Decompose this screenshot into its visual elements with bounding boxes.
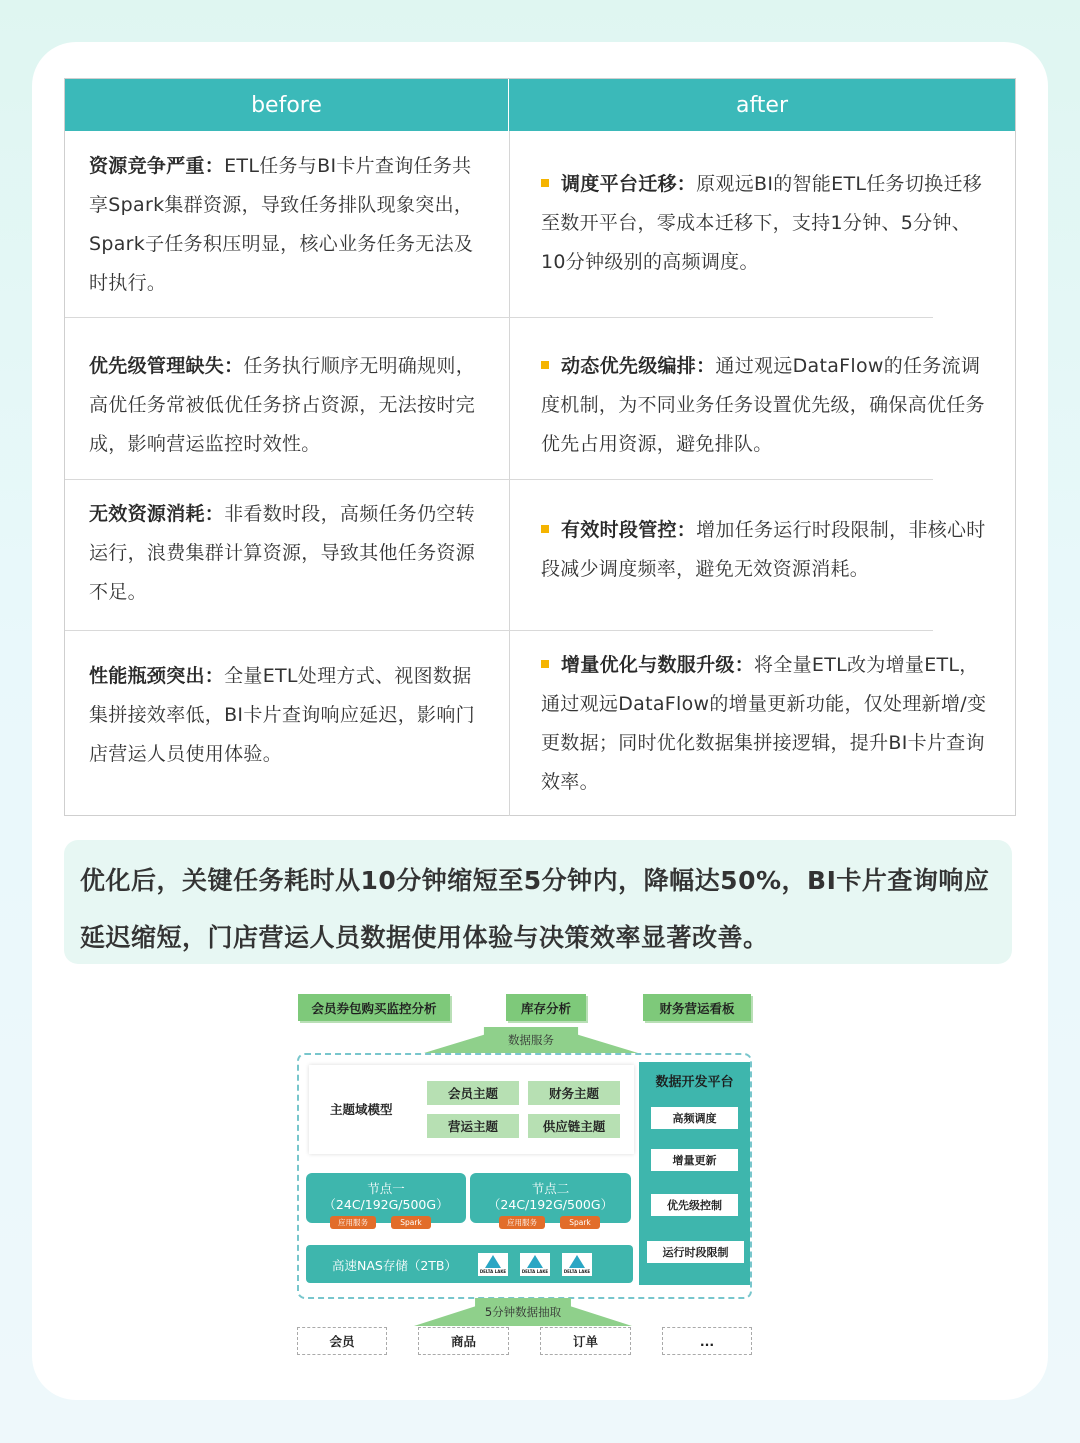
before-text: 非看数时段，高频任务仍空转运行，浪费集群计算资源，导致其他任务资源不足。	[89, 503, 476, 603]
delta-lake-label: DELTA LAKE	[479, 1269, 507, 1274]
table-row-before	[89, 147, 489, 303]
after-title: 动态优先级编排：	[561, 355, 716, 377]
after-title: 调度平台迁移：	[561, 173, 697, 195]
after-title: 有效时段管控：	[561, 519, 697, 541]
comparison-table	[64, 78, 1016, 816]
row-divider	[65, 317, 933, 318]
after-text: 将全量ETL改为增量ETL，通过观远DataFlow的增量更新功能，仅处理新增/变更数据；同时优化数据集拼接逻辑，提升BI卡片查询效率。	[541, 654, 987, 793]
table-row-after	[541, 646, 991, 802]
row-divider	[65, 479, 933, 480]
before-title: 无效资源消耗：	[89, 503, 225, 525]
app-member-coupon: 会员券包购买监控分析	[298, 994, 450, 1021]
bullet-icon	[541, 525, 549, 533]
delta-lake-icon	[562, 1253, 592, 1276]
topic-model-label: 主题域模型	[330, 1102, 393, 1117]
table-row-before	[89, 657, 489, 774]
table-header	[65, 79, 1015, 131]
header-after: after	[735, 92, 789, 118]
header-before: before	[65, 79, 509, 131]
before-text: 任务执行顺序无明确规则，高优任务常被低优任务挤占资源，无法按时完成，影响营运监控时效性。	[89, 355, 476, 455]
summary-box	[64, 840, 1012, 964]
after-text: 通过观远DataFlow的任务流调度机制，为不同业务任务设置优先级，确保高优任务优先占用资源，避免排队。	[541, 355, 985, 455]
column-divider	[509, 131, 510, 816]
topic-supply-chain: 供应链主题	[528, 1114, 620, 1138]
after-text: 原观远BI的智能ETL任务切换迁移至数开平台，零成本迁移下，支持1分钟、5分钟、10分钟级别的高频调度。	[541, 173, 983, 273]
node-name: 节点二	[531, 1181, 570, 1196]
platform-high-frequency: 高频调度	[650, 1106, 739, 1130]
delta-lake-label: DELTA LAKE	[521, 1269, 549, 1274]
delta-lake-icon	[478, 1253, 508, 1276]
table-row-after	[541, 165, 991, 282]
nas-label: 高速NAS存储（2TB）	[332, 1258, 458, 1273]
before-text: ETL任务与BI卡片查询任务共享Spark集群资源，导致任务排队现象突出，Spark子任务积压明显，核心业务任务无法及时执行。	[89, 155, 474, 294]
source-member: 会员	[297, 1327, 387, 1355]
source-order: 订单	[540, 1327, 631, 1355]
data-service-label: 数据服务	[508, 1033, 554, 1047]
bullet-icon	[541, 179, 549, 187]
source-product: 商品	[418, 1327, 509, 1355]
delta-lake-icon	[520, 1253, 550, 1276]
bullet-icon	[541, 660, 549, 668]
after-title: 增量优化与数服升级：	[561, 654, 755, 676]
after-text: 增加任务运行时段限制，非核心时段减少调度频率，避免无效资源消耗。	[541, 519, 986, 580]
before-title: 性能瓶颈突出：	[89, 665, 225, 687]
platform-title: 数据开发平台	[655, 1075, 734, 1090]
tag-app-service: 应用服务	[330, 1216, 376, 1229]
before-text: 全量ETL处理方式、视图数据集拼接效率低，BI卡片查询响应延迟，影响门店营运人员使用体验。	[89, 665, 475, 765]
topic-member: 会员主题	[427, 1081, 519, 1105]
before-title: 优先级管理缺失：	[89, 355, 244, 377]
table-row-after	[541, 347, 996, 464]
node-spec: （24C/192G/500G）	[487, 1197, 614, 1212]
platform-incremental: 增量更新	[650, 1148, 739, 1172]
app-finance-board: 财务营运看板	[643, 994, 751, 1021]
platform-priority: 优先级控制	[650, 1193, 739, 1217]
app-inventory: 库存分析	[506, 994, 586, 1021]
topic-operations: 营运主题	[427, 1114, 519, 1138]
table-row-after	[541, 511, 991, 589]
tag-app-service: 应用服务	[499, 1216, 545, 1229]
tag-spark: Spark	[391, 1216, 431, 1229]
extract-label: 5分钟数据抽取	[484, 1305, 562, 1319]
tag-spark: Spark	[560, 1216, 600, 1229]
bullet-icon	[541, 361, 549, 369]
platform-time-window: 运行时段限制	[646, 1240, 745, 1264]
node-name: 节点一	[367, 1181, 405, 1196]
source-more: ...	[662, 1327, 752, 1355]
table-row-before	[89, 495, 489, 612]
delta-lake-label: DELTA LAKE	[563, 1269, 591, 1274]
before-title: 资源竞争严重：	[89, 155, 225, 177]
summary-text: 优化后，关键任务耗时从10分钟缩短至5分钟内，降幅达50%，BI卡片查询响应延迟缩短，门店营运人员数据使用体验与决策效率显著改善。	[80, 866, 990, 952]
node-two	[470, 1173, 631, 1223]
topic-finance: 财务主题	[528, 1081, 620, 1105]
table-row-before	[89, 347, 489, 464]
node-spec: （24C/192G/500G）	[323, 1197, 449, 1212]
node-one	[306, 1173, 466, 1223]
row-divider	[65, 630, 933, 631]
